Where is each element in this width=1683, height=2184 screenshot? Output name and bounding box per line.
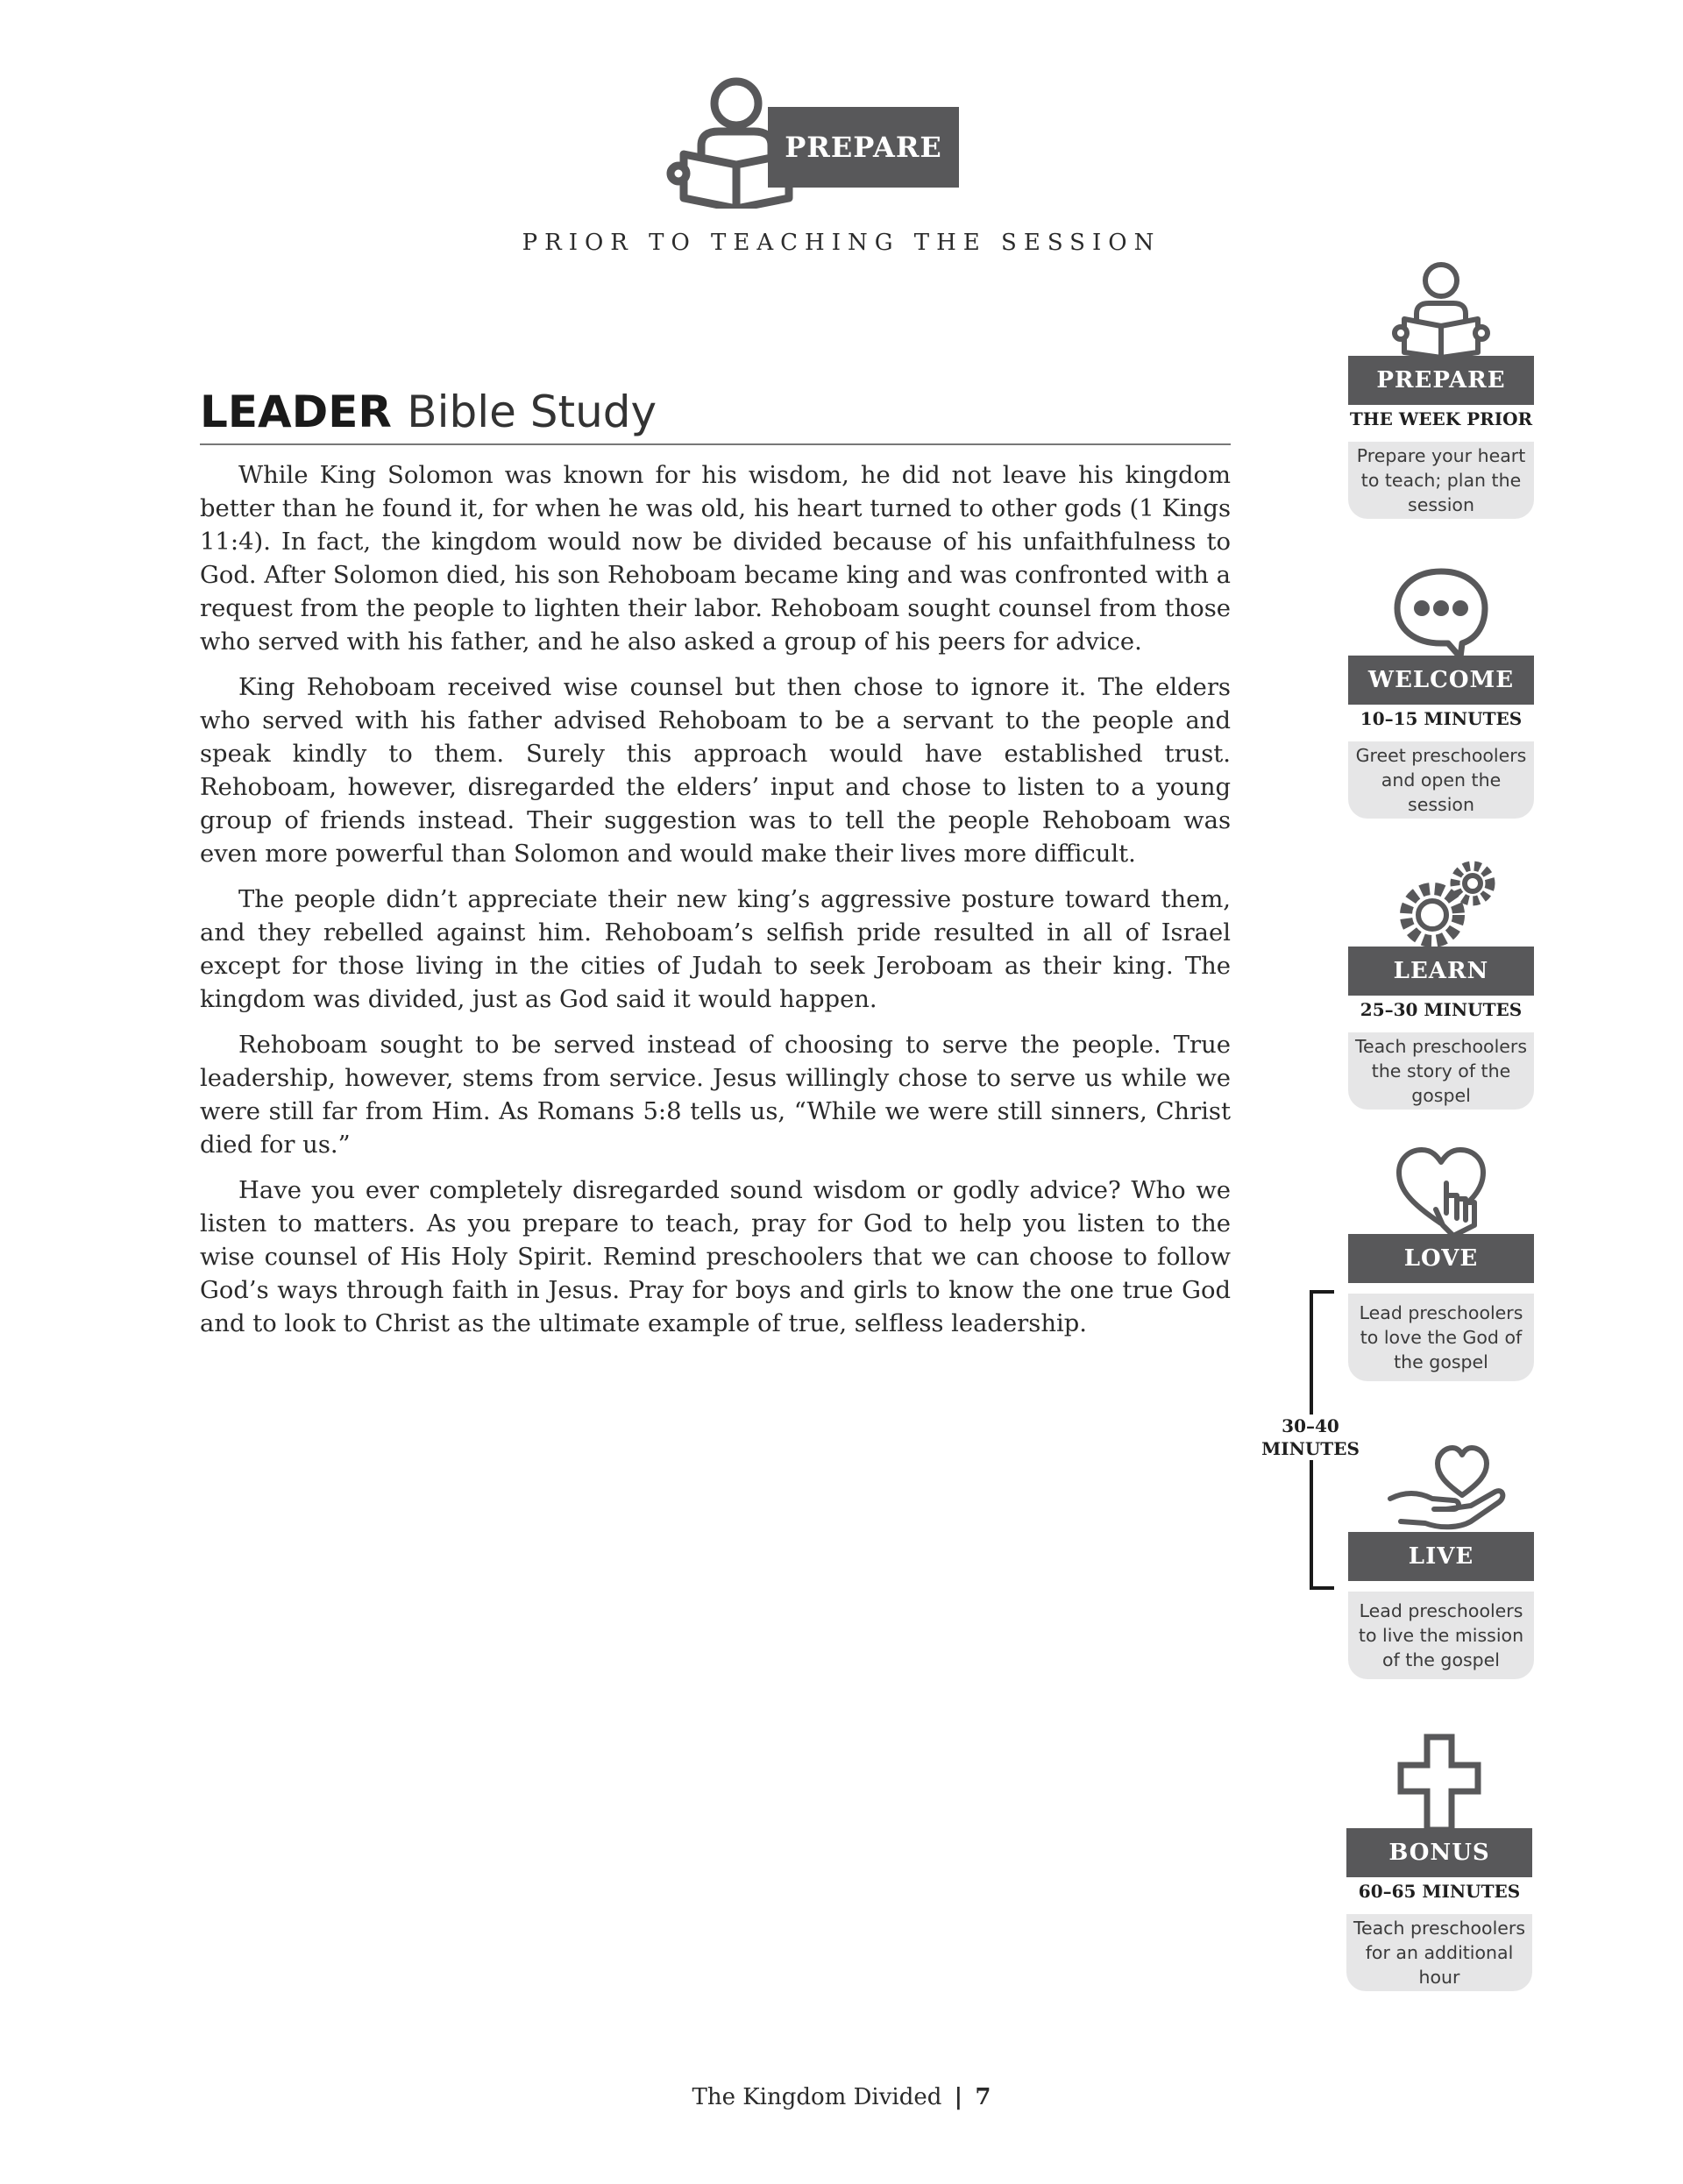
stage-live bbox=[1348, 1437, 1534, 1700]
gears-icon bbox=[1348, 852, 1534, 948]
paragraph: The people didn’t appreciate their new king’s aggressive posture toward them, and they rebelled against him. Rehoboam’s selfish pride resulted in all of Israel except for those living in the cities of Judah to seek Jeroboam as their king. The kingdom was divided, just as God said it would happen. bbox=[200, 885, 1231, 1013]
stage-label: PREPARE bbox=[1348, 356, 1534, 405]
stage-time: 25–30 MINUTES bbox=[1360, 999, 1523, 1020]
footer-title: The Kingdom Divided bbox=[692, 2084, 942, 2110]
stage-welcome bbox=[1348, 561, 1534, 841]
article-title bbox=[200, 387, 1231, 445]
stage-bonus bbox=[1346, 1734, 1532, 2014]
paragraph: Rehoboam sought to be served instead of choosing to serve the people. True leadership, however, stems from service. Jesus willingly chose to serve us while we were still far from Him. As Romans 5:8 tells us, “While we were still sinners, Christ died for us.” bbox=[200, 1031, 1231, 1159]
paragraph: Have you ever completely disregarded sound wisdom or godly advice? Who we listen to matters. As you prepare to teach, pray for God to help you listen to the wise counsel of His Holy Spirit. Remind preschoolers that we can choose to follow God’s ways through faith in Jesus. Pray for boys and girls to know the one true God and to look to Christ as the ultimate example of true, selfless leadership. bbox=[200, 1176, 1231, 1337]
paragraph: King Rehoboam received wise counsel but then chose to ignore it. The elders who served with his father advised Rehoboam to be a servant to the people and speak kindly to them. Surely this approach would have established trust. Rehoboam, however, disregarded the elders’ input and chose to listen to a young group of friends instead. Their suggestion was to tell the people Rehoboam was even more powerful than Solomon and would make their lives more difficult. bbox=[200, 673, 1231, 868]
stage-description: Prepare your heart to teach; plan the session bbox=[1348, 442, 1534, 519]
stage-label: LIVE bbox=[1348, 1532, 1534, 1581]
bracket-label-unit: MINUTES bbox=[1261, 1438, 1360, 1459]
stage-time: THE WEEK PRIOR bbox=[1349, 408, 1533, 429]
section-header bbox=[666, 77, 999, 200]
cross-icon bbox=[1346, 1734, 1532, 1830]
stage-learn bbox=[1348, 852, 1534, 1132]
stage-label: LOVE bbox=[1348, 1234, 1534, 1283]
stage-description: Lead preschoolers to live the mission of the gospel bbox=[1348, 1592, 1534, 1679]
stage-description: Greet preschoolers and open the session bbox=[1348, 741, 1534, 819]
title-bold: LEADER bbox=[200, 386, 392, 437]
stage-label: WELCOME bbox=[1348, 656, 1534, 705]
stage-label: LEARN bbox=[1348, 947, 1534, 996]
title-light: Bible Study bbox=[407, 386, 657, 437]
prepare-badge: PREPARE bbox=[768, 107, 959, 188]
stage-prepare bbox=[1348, 261, 1534, 542]
leader-bible-study bbox=[200, 387, 1231, 1353]
bracket-label-range: 30–40 bbox=[1282, 1415, 1339, 1436]
page-footer bbox=[0, 2084, 1683, 2110]
stage-description: Lead preschoolers to love the God of the gospel bbox=[1348, 1294, 1534, 1381]
footer-separator: | bbox=[954, 2084, 963, 2110]
paragraph: While King Solomon was known for his wisdom, he did not leave his kingdom better than he found it, for when he was old, his heart turned to other gods (1 Kings 11:4). In fact, the kingdom would now be divided because of his unfaithfulness to God. After Solomon died, his son Rehoboam became king and was confronted with a request from the people to lighten their labor. Rehoboam sought counsel from those who served with his father, and he also asked a group of his peers for advice. bbox=[200, 461, 1231, 656]
heart-hand-icon bbox=[1348, 1139, 1534, 1236]
stage-description: Teach preschoolers for an additional hour bbox=[1346, 1914, 1532, 1991]
section-subtitle: PRIOR TO TEACHING THE SESSION bbox=[522, 230, 1161, 256]
reader-icon bbox=[1348, 261, 1534, 358]
speech-bubble-icon bbox=[1348, 561, 1534, 657]
heart-in-hand-icon bbox=[1348, 1437, 1534, 1534]
page-number: 7 bbox=[975, 2084, 991, 2110]
stage-label: BONUS bbox=[1346, 1828, 1532, 1877]
stage-time: 60–65 MINUTES bbox=[1358, 1881, 1521, 1902]
stage-time: 10–15 MINUTES bbox=[1360, 708, 1523, 729]
stage-love bbox=[1348, 1139, 1534, 1402]
stage-description: Teach preschoolers the story of the gospel bbox=[1348, 1032, 1534, 1110]
